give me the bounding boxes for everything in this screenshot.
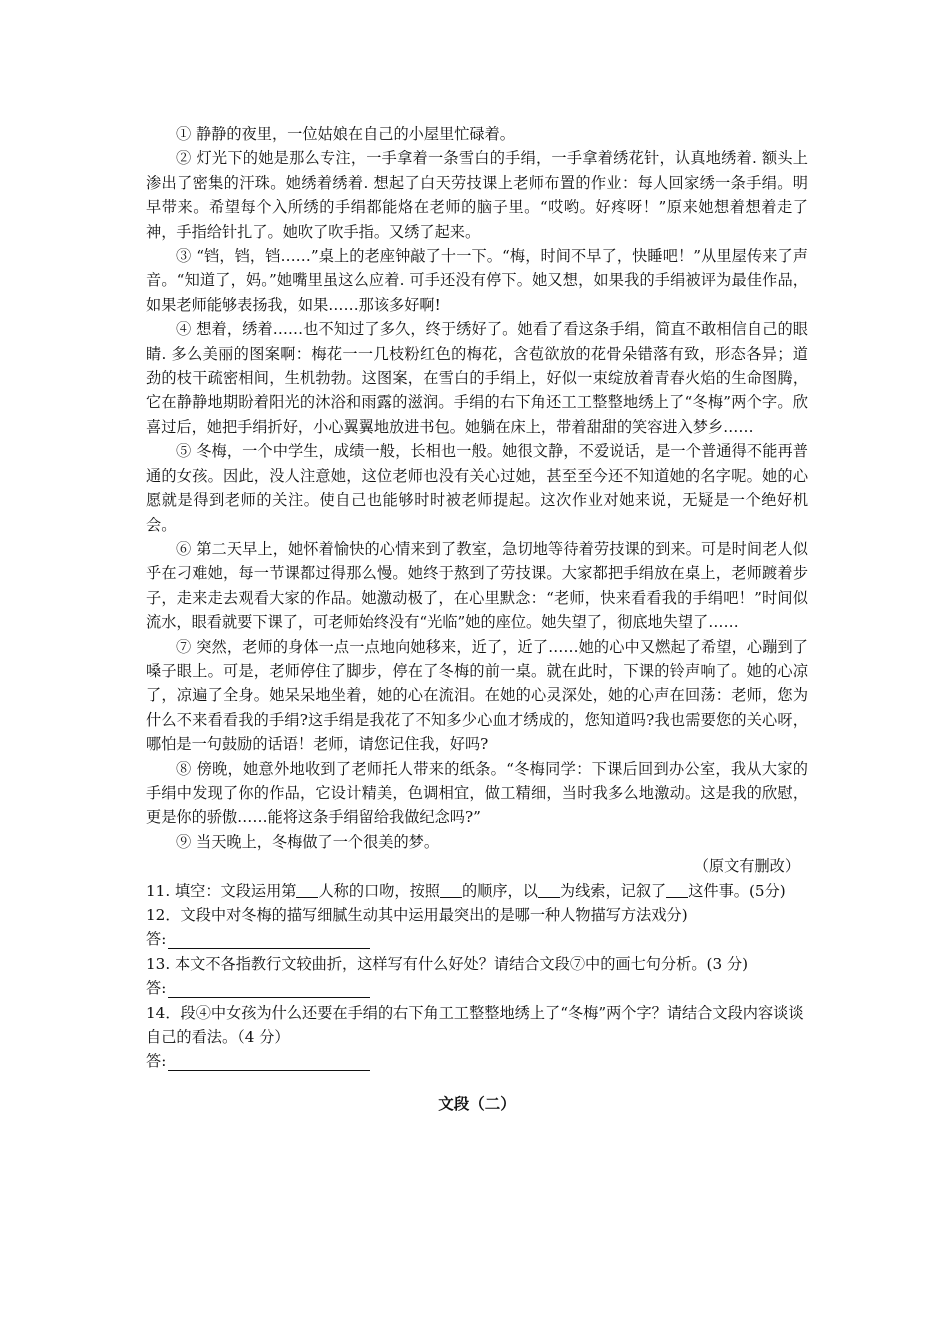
- paragraph-2: ② 灯光下的她是那么专注，一手拿着一条雪白的手绢，一手拿着绣花针，认真地绣着. 额头上渗出了密集的汗珠。她绣着绣着. 想起了白天劳技课上老师布置的作业：每人回家绣一条手绢。明早带来。希望每个入所绣的手绢都能烙在老师的脑子里。“哎哟。好疼呀！”原来她想着想着走了神，手指给针扎了。她吹了吹手指。又绣了起来。: [146, 149, 808, 241]
- paragraph-5: ⑤ 冬梅，一个中学生，成绩一般，长相也一般。她很文静，不爱说话，是一个普通得不能再普通的女孩。因此，没人注意她，这位老师也没有关心过她，甚至至今还不知道她的名字呢。她的心愿就是得到老师的关注。使自己也能够时时被老师提起。这次作业对她来说，无疑是一个绝好机会。: [146, 442, 808, 534]
- answer-line-13[interactable]: [168, 981, 370, 998]
- answer-14: [146, 1049, 808, 1073]
- paragraph-3: ③ “铛，铛，铛……”桌上的老座钟敲了十一下。“梅，时间不早了，快睡吧！”从里屋传来了声音。“知道了，妈。”她嘴里虽这么应着. 可手还没有停下。她又想，如果我的手绢被评为最佳作品，如果老师能够表扬我，如果……那该多好啊!: [146, 247, 808, 314]
- q11-text-3: 的顺序，以: [461, 881, 538, 900]
- source-note: （原文有删改）: [693, 857, 800, 876]
- question-12: 12．文段中对冬梅的描写细腻生动其中运用最突出的是哪一种人物描写方法戏分): [146, 906, 688, 924]
- paragraph-7: ⑦ 突然，老师的身体一点一点地向她移来，近了，近了……她的心中又燃起了希望，心蹦到了嗓子眼上。可是，老师停住了脚步，停在了冬梅的前一桌。就在此时，下课的铃声响了。她的心凉了，凉遍了全身。她呆呆地坐着，她的心在流泪。在她的心灵深处，她的心声在回荡：老师，您为什么不来看看我的手绢?这手绢是我花了不知多少心血才绣成的，您知道吗?我也需要您的关心呀，哪怕是一句鼓励的话语！老师，请您记住我，好吗?: [146, 637, 808, 754]
- paragraph-8: ⑧ 傍晚，她意外地收到了老师托人带来的纸条。“冬梅同学：下课后回到办公室，我从大家的手绢中发现了你的作品，它设计精美，色调相宜，做工精细，当时我多么地激动。这是我的欣慰，更是你的骄傲……能将这条手绢留给我做纪念吗?”: [146, 759, 808, 827]
- q11-blank-1[interactable]: [296, 883, 318, 898]
- question-14: 14．段④中女孩为什么还要在手绢的右下角工工整整地绣上了“冬梅”两个字？请结合文段内容谈谈自己的看法。（4 分）: [146, 1003, 804, 1047]
- answer-13: [146, 976, 808, 1000]
- answer-line-12[interactable]: [168, 932, 370, 949]
- question-13: 13. 本文不各指教行文较曲折，这样写有什么好处？请结合文段⑦中的画七句分析。(3 分): [146, 954, 749, 973]
- q11-blank-3[interactable]: [538, 883, 560, 898]
- q11-text-4: 为线索，记叙了: [559, 881, 667, 900]
- paragraph-1: ① 静静的夜里，一位姑娘在自己的小屋里忙碌着。: [176, 125, 515, 143]
- section-title: 文段（二）: [438, 1093, 516, 1113]
- paragraph-9: ⑨ 当天晚上，冬梅做了一个很美的梦。: [176, 832, 440, 851]
- q11-blank-4[interactable]: [666, 883, 688, 898]
- paragraph-4: ④ 想着，绣着……也不知过了多久，终于绣好了。她看了看这条手绢，简直不敢相信自己的眼睛. 多么美丽的图案啊：梅花一一几枝粉红色的梅花，含苞欲放的花骨朵错落有致，形态各异；道劲的枝干疏密相间，生机勃勃。这图案，在雪白的手绢上，好似一束绽放着青春火焰的生命图腾，它在静静地期盼着阳光的沐浴和雨露的滋润。手绢的右下角还工工整整地绣上了“冬梅”两个字。欣喜过后，她把手绢折好，小心翼翼地放进书包。她躺在床上，带着甜甜的笑容进入梦乡……: [146, 320, 808, 436]
- paragraph-6: ⑥ 第二天早上，她怀着愉快的心情来到了教室，急切地等待着劳技课的到来。可是时间老人似乎在刁难她，每一节课都过得那么慢。她终于熬到了劳技课。大家都把手绢放在桌上，老师踱着步子，走来走去观看大家的作品。她激动极了，在心里默念：“老师，快来看看我的手绢吧！”时间似流水，眼看就要下课了，可老师始终没有“光临”她的座位。她失望了，彻底地失望了……: [146, 539, 808, 632]
- q11-blank-2[interactable]: [440, 883, 462, 898]
- answer-label: 答:: [146, 930, 167, 949]
- q11-text-5: 这件事。(5分): [688, 881, 786, 900]
- document-page: [146, 122, 808, 1116]
- q11-text-2: 人称的口吻，按照: [318, 881, 440, 900]
- question-11: [146, 879, 808, 903]
- q11-text-1: 11. 填空：文段运用第: [146, 881, 297, 900]
- answer-line-14[interactable]: [168, 1054, 370, 1071]
- answer-label: 答:: [146, 979, 167, 998]
- answer-label: 答:: [146, 1052, 167, 1071]
- answer-12: [146, 927, 808, 951]
